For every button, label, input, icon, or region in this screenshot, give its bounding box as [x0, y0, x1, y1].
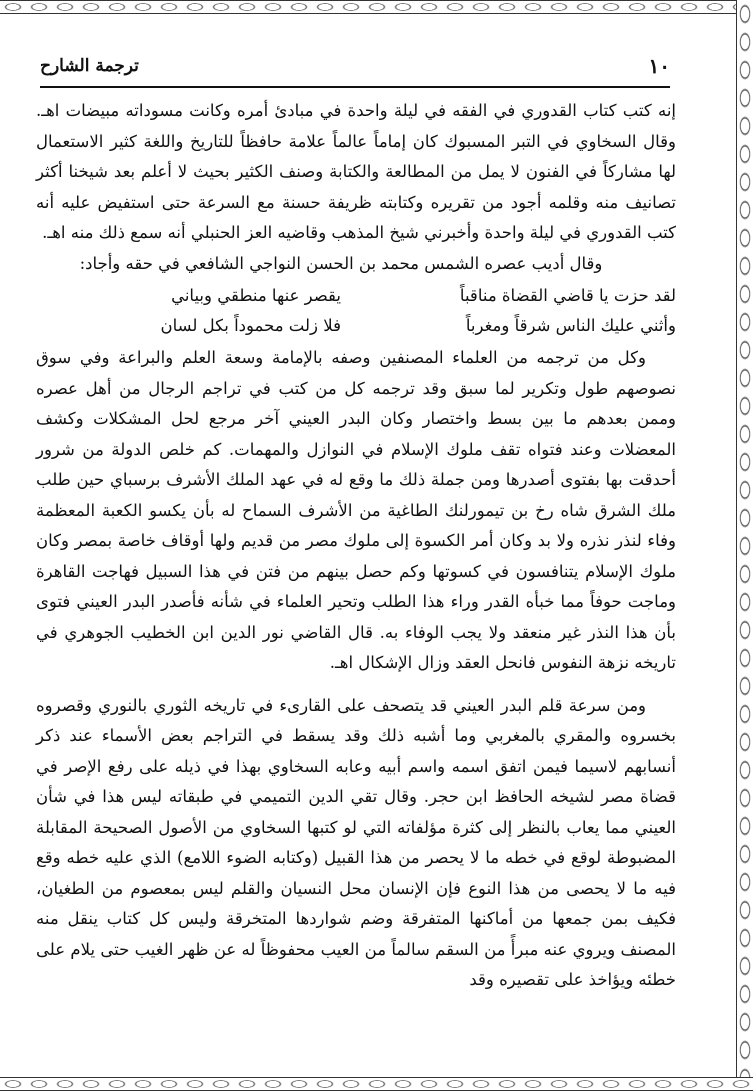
paragraph-poem-intro: وقال أديب عصره الشمس محمد بن الحسن النواجي الشافعي في حقه وأجاد:	[79, 253, 603, 273]
page-number: ١٠	[648, 54, 670, 78]
poem-verse-1-second-hemistich: يقصر عنها منطقي وبياني	[171, 286, 341, 305]
running-title: ترجمة الشارح	[40, 56, 139, 76]
page-header	[40, 50, 670, 88]
paragraph: وكل من ترجمه من العلماء المصنفين وصفه بالإمامة وسعة العلم والبراعة وفي سوق نصوصهم طول وتكرير لما سبق وقد ترجمه كل من كتب في تراجم الرجال من أهل عصره وممن بعدهم ما بين بسط واختصار وكان البدر العيني آخر مرجع لحل المشكلات وكشف المعضلات وعند فتواه تقف ملوك الإسلام في النوازل والمهمات. كم خلص الدولة من شرور أحدقت بها بفتوى أصدرها ومن جملة ذلك ما وقع له في عهد الملك الأشرف برسباي حين طلب ملك الشرق شاه رخ بن تيمورلنك الطاغية من الأشرف السماح له بأن يكسو الكعبة المعظمة وفاء لنذر نذره ولا بد وكان أمر الكسوة إلى ملوك مصر من قديم ولها أوقاف خاصة بمصر وكان ملوك الإسلام يتنافسون في كسوتها وكم حصل بينهم من فتن في هذا السبيل فهاجت القاهرة وماجت حوفاً مما خبأه القدر وراء هذا الطلب وتحير العلماء في شأنه فأصدر البدر العيني فتوى بأن هذا النذر غير منعقد ولا يجب الوفاء به. قال القاضي نور الدين ابن الخطيب الجوهري في تاريخه نزهة النفوس فانحل العقد وزال الإشكال اهـ.	[36, 348, 676, 672]
paragraph-spacer	[36, 679, 676, 691]
right-ornamental-border	[736, 0, 753, 1091]
page-body	[36, 96, 676, 996]
bottom-ornamental-border	[0, 1077, 753, 1091]
paragraph: إنه كتب كتاب القدوري في الفقه في ليلة واحدة في مبادئ أمره وكانت مسوداته مبيضات اهـ. وقال السخاوي في التبر المسبوك كان إماماً عالماً علامة حافظاً للتاريخ واللغة كثير الاستعمال لها مشاركاً في الفنون لا يمل من المطالعة والكتابة وصنف الكثير بحيث لا أعلم بعد شيخنا أكثر تصانيف منه وقلمه أجود من تقريره وكتابته ظريفة حسنة مع السرعة حتى استفيض عليه أنه كتب القدوري في ليلة واحدة وأخبرني شيخ المذهب وقاضيه العز الحنبلي أنه سمع ذلك منه اهـ.	[36, 101, 676, 242]
paragraph: ومن سرعة قلم البدر العيني قد يتصحف على القارىء في تاريخه الثوري بالنوري وقصروه بخسروه والمقري بالمغربي وما أشبه ذلك وقد يسقط في التراجم بعض الأسماء عند ذكر أنسابهم لاسيما فيمن اتفق اسمه واسم أبيه وعابه السخاوي بهذا في ذيله على رفع الإصر في قضاة مصر لشيخه الحافظ ابن حجر. وقال تقي الدين التميمي في طبقاته ليس هذا في شأن العيني مما يعاب بالنظر إلى كثرة مؤلفاته التي لو كتبها السخاوي من الأصول الصحيحة المقابلة المضبوطة لوقع في خطه ما لا يحصر من هذا القبيل (وكتابه الضوء اللامع) الذي عليه خطه وقع فيه ما لا يحصى من هذا النوع فإن الإنسان محل النسيان والقلم ليس بمعصوم من الطغيان، فكيف بمن جمعها من أماكنها المتفرقة وضم شواردها المتخرقة وليس كل كتاب ينقل منه المصنف ويروي عنه مبرأً من السقم سالماً من العيب محفوظاً له عن ظهر الغيب حتى يلام على خطئه ويؤاخذ على تقصيره وقد	[36, 695, 676, 989]
poem-verse-1-first-hemistich: لقد حزت يا قاضي القضاة مناقباً	[459, 286, 676, 305]
poem	[36, 281, 676, 341]
poem-verse-2-first-hemistich: وأثني عليك الناس شرقاً ومغرباً	[465, 316, 676, 335]
top-ornamental-border	[0, 0, 753, 14]
poem-verse-2-second-hemistich: فلا زلت محموداً بكل لسان	[160, 316, 341, 335]
